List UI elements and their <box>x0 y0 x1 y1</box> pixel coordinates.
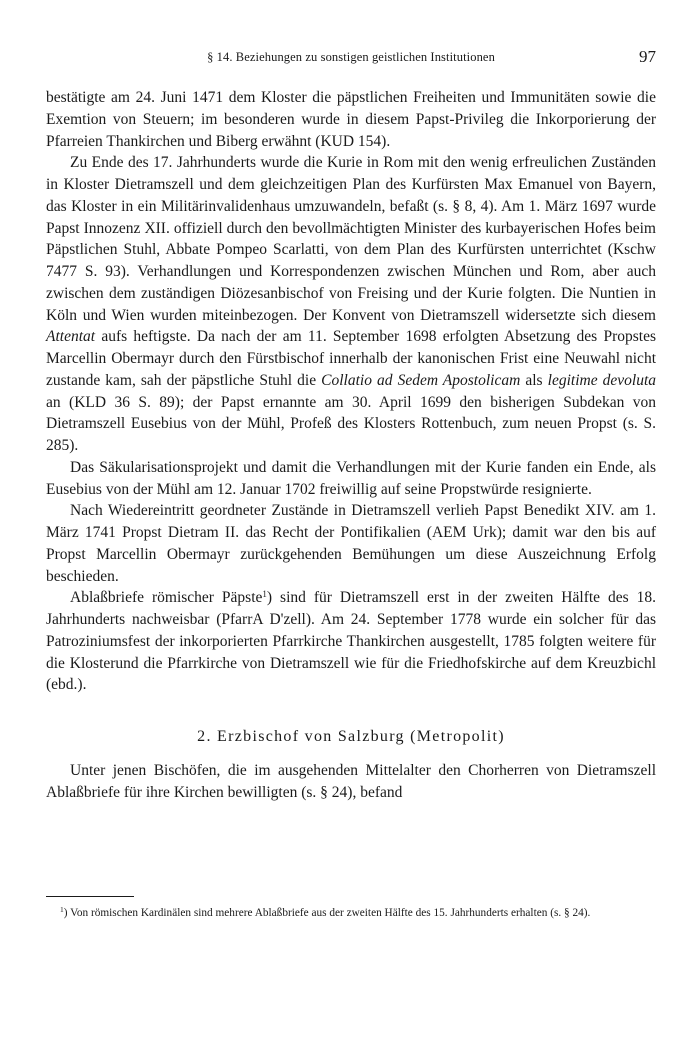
paragraph-5-text-b: sind für Dietramszell erst in der zweiten Hälfte des 18. Jahrhunderts nachweisbar (PfarrA D'zell). Am 24. September 1778 wurde ein solcher für das Patroziniumsfest der inkorporierten Pfarrkirche Thankirchen ausgestellt, 1785 folgten weitere für die Klosterund die Pfarrkirche von Dietramszell wie für die Friedhofskirche auf dem Kreuzbichl (ebd.). <box>46 589 656 694</box>
footnote-reference-paren: ) <box>266 589 273 607</box>
body-text <box>46 87 656 803</box>
footnote-marker-paren: ) <box>63 907 68 919</box>
paragraph-6: Unter jenen Bischöfen, die im ausgehenden Mittelalter den Chorherren von Dietramszell Ablaßbriefe für ihre Kirchen bewilligten (s. § 24), befand <box>46 761 656 801</box>
paragraph-1: bestätigte am 24. Juni 1471 dem Kloster die päpstlichen Freiheiten und Immunitäten sowie die Exemtion von Steuern; im besonderen wurde in diesem Papst-Privileg die Inkorporierung der Pfarreien Thankirchen und Biberg erwähnt (KUD 154). <box>46 89 656 150</box>
paragraph-2-text-a: Zu Ende des 17. Jahrhunderts wurde die Kurie in Rom mit den wenig erfreulichen Zuständen in Kloster Dietramszell und dem gleichzeitigen Plan des Kurfürsten Max Emanuel von Bayern, das Kloster in ein Militärinvalidenhaus umzuwandeln, befaßt (s. § 8, 4). Am 1. März 1697 wurde Papst Innozenz XII. offiziell durch den bevollmächtigten Minister des kurbayerischen Hofes beim Päpstlichen Stuhl, Abbate Pompeo Scarlatti, von dem Plan des Kurfürsten unterrichtet (Kschw 7477 S. 93). Verhandlungen und Korrespondenzen zwischen München und Rom, aber auch zwischen dem zuständigen Diözesanbischof von Freising und der Kurie folgten. Die Nuntien in Köln und Wien wurden miteinbezogen. Der Konvent von Dietramszell widersetzte sich diesem <box>46 154 656 324</box>
section-heading: 2. Erzbischof von Salzburg (Metropolit) <box>197 728 505 745</box>
running-head: § 14. Beziehungen zu sonstigen geistlichen Institutionen <box>207 50 495 64</box>
page-header <box>46 47 656 69</box>
paragraph-2 <box>46 152 656 457</box>
paragraph-5 <box>46 587 656 696</box>
footnote-marker: 1 <box>60 905 64 914</box>
italic-attentat: Attentat <box>46 328 96 346</box>
page-number: 97 <box>639 47 656 66</box>
footnote-reference: 1 <box>262 589 267 600</box>
paragraph-4: Nach Wiedereintritt geordneter Zustände in Dietramszell verlieh Papst Benedikt XIV. am 1. März 1741 Propst Dietram II. das Recht der Pontifikalien (AEM Urk); damit war den bis auf Propst Marcellin Obermayr zurückgehenden Bemühungen um diese Auszeichnung Erfolg beschieden. <box>46 502 656 585</box>
paragraph-3: Das Säkularisationsprojekt und damit die Verhandlungen mit der Kurie fanden ein Ende, als Eusebius von der Mühl am 12. Januar 1702 freiwillig auf seine Propstwürde resignierte. <box>46 458 656 498</box>
italic-legitime-devoluta: legitime devoluta <box>547 371 656 389</box>
footnote-1 <box>46 905 654 921</box>
paragraph-2-text-d: an (KLD 36 S. 89); der Papst ernannte am 30. April 1699 den bisherigen Subdekan von Dietramszell Eusebius von der Mühl, Profeß des Klosters Rottenbuch, zum neuen Propst (s. S. 285). <box>46 393 656 454</box>
italic-collatio: Collatio ad Sedem Apostolicam <box>321 371 521 389</box>
paragraph-2-text-c: als <box>520 371 548 389</box>
footnotes <box>46 905 654 921</box>
footnote-text: Von römischen Kardinälen sind mehrere Ablaßbriefe aus der zweiten Hälfte des 15. Jahrhunderts erhalten (s. § 24). <box>67 907 591 919</box>
paragraph-2-text-b: aufs heftigste. Da nach der am 11. September 1698 erfolgten Absetzung des Propstes Marcellin Obermayr durch den Fürstbischof innerhalb der kanonischen Frist eine Neuwahl nicht zustande kam, sah der päpstliche Stuhl die <box>46 328 656 389</box>
paragraph-5-text-a: Ablaßbriefe römischer Päpste <box>70 589 263 607</box>
footnote-rule <box>46 896 134 897</box>
